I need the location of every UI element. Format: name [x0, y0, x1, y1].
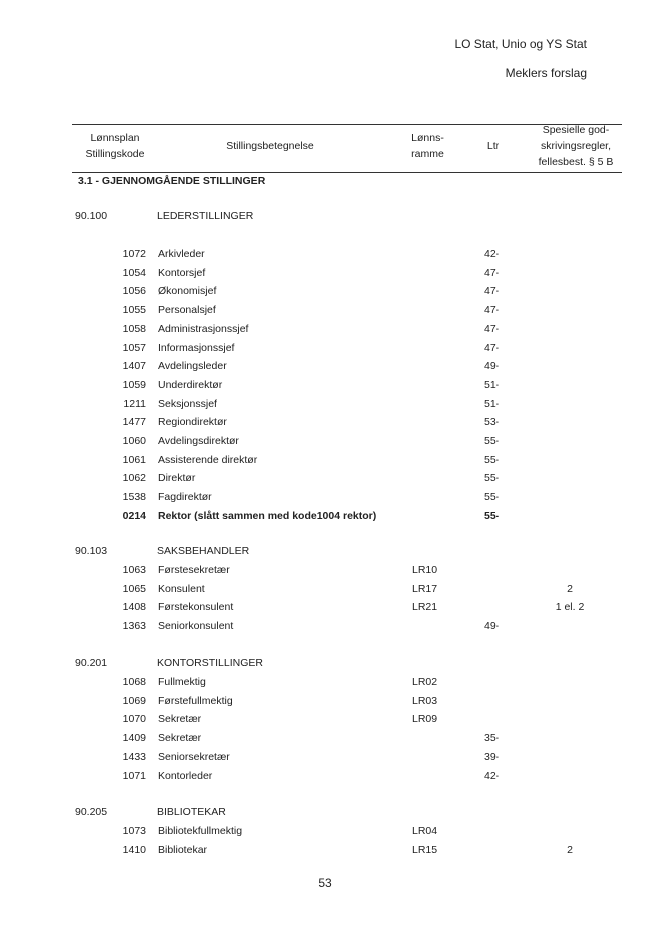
row-stillingskode: 1062	[122, 472, 146, 484]
row-stillingskode: 1060	[122, 435, 146, 447]
col-header-stillingskode	[72, 130, 158, 162]
row-stillingskode: 1059	[122, 379, 146, 391]
col-header-spesielle	[526, 122, 626, 170]
row-stillingskode: 0214	[122, 510, 146, 522]
row-stillingsbetegnelse: Avdelingsdirektør	[158, 435, 239, 447]
row-stillingsbetegnelse: Arkivleder	[158, 248, 205, 260]
row-stillingsbetegnelse: Bibliotekar	[158, 844, 208, 856]
row-stillingsbetegnelse: Sekretær	[158, 732, 202, 744]
row-stillingsbetegnelse: Seniorsekretær	[158, 751, 230, 763]
group-code: 90.103	[75, 545, 108, 557]
row-stillingsbetegnelse: Personalsjef	[158, 304, 216, 316]
row-ltr: 51-	[484, 398, 500, 410]
row-stillingskode: 1071	[122, 770, 146, 782]
row-stillingsbetegnelse: Seksjonssjef	[158, 398, 217, 410]
row-ltr: 42-	[484, 248, 500, 260]
row-stillingskode: 1363	[122, 620, 146, 632]
row-stillingsbetegnelse: Førstefullmektig	[158, 695, 233, 707]
row-lonnsramme: LR02	[412, 676, 438, 688]
row-stillingskode: 1538	[122, 491, 146, 503]
section-title: 3.1 - GJENNOMGÅENDE STILLINGER	[78, 175, 266, 187]
row-stillingskode: 1055	[122, 304, 146, 316]
group-name: SAKSBEHANDLER	[157, 545, 250, 557]
row-ltr: 47-	[484, 285, 500, 297]
row-stillingsbetegnelse: Underdirektør	[158, 379, 223, 391]
col-header-text: ramme	[411, 148, 444, 160]
row-stillingskode: 1065	[122, 583, 146, 595]
row-stillingskode: 1058	[122, 323, 146, 335]
row-ltr: 55-	[484, 510, 500, 522]
col-header-text: fellesbest. § 5 B	[538, 156, 614, 168]
row-ltr: 49-	[484, 360, 500, 372]
row-stillingsbetegnelse: Administrasjonssjef	[158, 323, 249, 335]
row-stillingsbetegnelse: Førstesekretær	[158, 564, 230, 576]
page-number: 53	[318, 876, 332, 890]
row-ltr: 47-	[484, 342, 500, 354]
row-lonnsramme: LR10	[412, 564, 438, 576]
row-stillingskode: 1068	[122, 676, 146, 688]
row-spesielle: 2	[567, 583, 573, 595]
row-stillingsbetegnelse: Førstekonsulent	[158, 601, 234, 613]
col-header-stillingsbetegnelse: Stillingsbetegnelse	[226, 140, 314, 152]
group-code: 90.201	[75, 657, 108, 669]
row-stillingsbetegnelse: Økonomisjef	[158, 285, 217, 297]
row-spesielle: 2	[567, 844, 573, 856]
row-stillingsbetegnelse: Kontorleder	[158, 770, 213, 782]
row-stillingskode: 1069	[122, 695, 146, 707]
row-stillingskode: 1409	[122, 732, 146, 744]
row-ltr: 49-	[484, 620, 500, 632]
row-lonnsramme: LR04	[412, 825, 438, 837]
row-stillingskode: 1070	[122, 713, 146, 725]
row-ltr: 42-	[484, 770, 500, 782]
row-ltr: 55-	[484, 491, 500, 503]
row-stillingskode: 1054	[122, 267, 146, 279]
col-header-text: skrivingsregler,	[540, 140, 612, 152]
row-stillingsbetegnelse: Fagdirektør	[158, 491, 212, 503]
group-name: BIBLIOTEKAR	[157, 806, 226, 818]
group-code: 90.205	[75, 806, 108, 818]
row-stillingsbetegnelse: Assisterende direktør	[158, 454, 258, 466]
row-stillingskode: 1433	[122, 751, 146, 763]
row-stillingsbetegnelse: Informasjonssjef	[158, 342, 235, 354]
row-ltr: 55-	[484, 454, 500, 466]
header-parties: LO Stat, Unio og YS Stat	[454, 37, 587, 51]
table-header-bottom-rule	[72, 172, 622, 173]
row-ltr: 47-	[484, 323, 500, 335]
row-stillingsbetegnelse: Konsulent	[158, 583, 205, 595]
row-stillingsbetegnelse: Sekretær	[158, 713, 202, 725]
row-stillingskode: 1408	[122, 601, 146, 613]
row-stillingskode: 1477	[122, 416, 146, 428]
col-header-text: Spesielle god-	[542, 124, 610, 136]
row-ltr: 51-	[484, 379, 500, 391]
header-proposal: Meklers forslag	[505, 66, 587, 80]
group-name: KONTORSTILLINGER	[157, 657, 263, 669]
col-header-text: Stillingskode	[85, 148, 145, 160]
row-stillingskode: 1211	[123, 398, 146, 410]
row-stillingsbetegnelse: Fullmektig	[158, 676, 206, 688]
group-code: 90.100	[75, 210, 108, 222]
row-stillingsbetegnelse: Seniorkonsulent	[158, 620, 234, 632]
row-spesielle: 1 el. 2	[555, 601, 585, 613]
row-stillingsbetegnelse: Regiondirektør	[158, 416, 227, 428]
col-header-ltr: Ltr	[486, 140, 500, 152]
row-lonnsramme: LR21	[412, 601, 438, 613]
row-ltr: 55-	[484, 472, 500, 484]
row-stillingskode: 1407	[122, 360, 146, 372]
col-header-lonnsramme	[400, 130, 455, 162]
col-header-text: Lønnsplan	[90, 132, 140, 144]
row-ltr: 39-	[484, 751, 500, 763]
row-stillingskode: 1057	[122, 342, 146, 354]
row-stillingskode: 1410	[122, 844, 146, 856]
row-stillingsbetegnelse: Bibliotekfullmektig	[158, 825, 243, 837]
row-ltr: 35-	[484, 732, 500, 744]
row-stillingskode: 1072	[122, 248, 146, 260]
row-lonnsramme: LR09	[412, 713, 438, 725]
col-header-text: Lønns-	[411, 132, 444, 144]
row-ltr: 55-	[484, 435, 500, 447]
row-stillingskode: 1056	[122, 285, 146, 297]
row-lonnsramme: LR17	[412, 583, 438, 595]
row-ltr: 53-	[484, 416, 500, 428]
row-stillingsbetegnelse: Avdelingsleder	[158, 360, 227, 372]
row-stillingsbetegnelse: Kontorsjef	[158, 267, 206, 279]
row-lonnsramme: LR03	[412, 695, 438, 707]
row-stillingsbetegnelse: Direktør	[158, 472, 196, 484]
row-lonnsramme: LR15	[412, 844, 438, 856]
row-stillingskode: 1063	[122, 564, 146, 576]
row-ltr: 47-	[484, 304, 500, 316]
row-stillingskode: 1061	[122, 454, 146, 466]
row-stillingskode: 1073	[122, 825, 146, 837]
row-ltr: 47-	[484, 267, 500, 279]
row-stillingsbetegnelse: Rektor (slått sammen med kode1004 rektor)	[158, 510, 377, 522]
group-name: LEDERSTILLINGER	[157, 210, 254, 222]
